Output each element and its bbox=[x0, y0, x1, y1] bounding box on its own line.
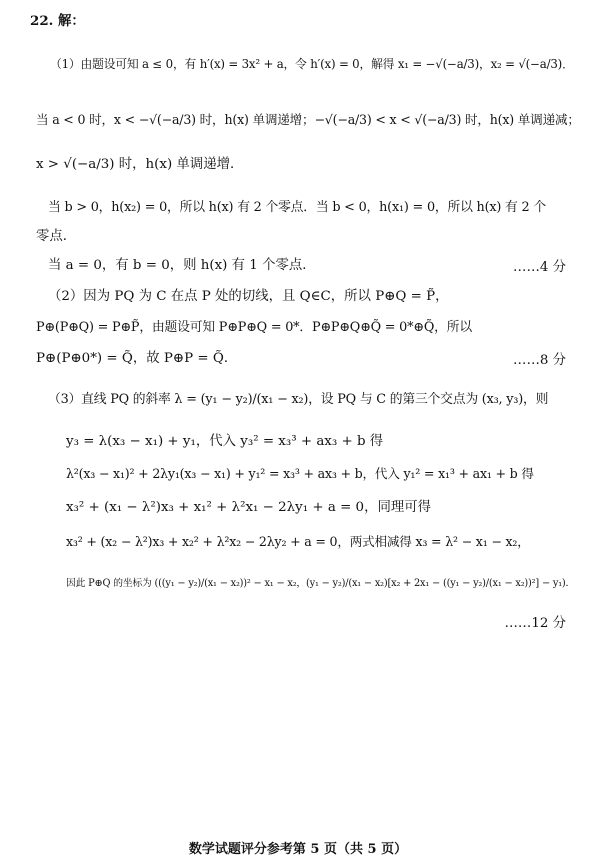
part2-line3: P⊕(P⊕0*) = Q̃，故 P⊕P = Q̃． bbox=[36, 351, 238, 366]
part1-line3: x > √(−a/3) 时，h(x) 单调递增． bbox=[36, 157, 244, 172]
part1-line6: 当 a = 0，有 b = 0，则 h(x) 有 1 个零点． bbox=[48, 258, 316, 273]
part1-line4: 当 b > 0，h(x₂) = 0，所以 h(x) 有 2 个零点．当 b < 0，h(x₁) = 0，所以 h(x) 有 2 个 bbox=[48, 200, 546, 215]
part1-score: ……4 分 bbox=[513, 260, 566, 275]
part3-line2: y₃ = λ(x₃ − x₁) + y₁，代入 y₃² = x₃³ + ax₃ + b 得 bbox=[66, 434, 384, 449]
part3-score: ……12 分 bbox=[504, 616, 566, 631]
page-footer: 数学试题评分参考第 5 页（共 5 页） bbox=[188, 842, 408, 857]
part3-line6: 因此 P⊕Q 的坐标为 (((y₁ − y₂)/(x₁ − x₂))² − x₁ − x₂，(y₁ − y₂)/(x₁ − x₂)[x₂ + 2x₁ − ((y₁ − y₂)/(x₁ − x₂))²] − y₁)． bbox=[66, 578, 576, 589]
part1-line2: 当 a < 0 时，x < −√(−a/3) 时，h(x) 单调递增；−√(−a/3) < x < √(−a/3) 时，h(x) 单调递减； bbox=[36, 112, 580, 127]
part2-score: ……8 分 bbox=[513, 353, 566, 368]
part3-line4: x₃² + (x₁ − λ²)x₃ + x₁² + λ²x₁ − 2λy₁ + a = 0，同理可得 bbox=[66, 500, 432, 515]
part2-line1: （2）因为 PQ 为 C 在点 P 处的切线，且 Q∈C，所以 P⊕Q = P̃， bbox=[48, 289, 449, 304]
problem-heading: 22. 解： bbox=[30, 13, 85, 29]
part1-line1: （1）由题设可知 a ≤ 0，有 h′(x) = 3x² + a，令 h′(x) = 0，解得 x₁ = −√(−a/3)，x₂ = √(−a/3)． bbox=[50, 57, 574, 71]
part3-line1: （3）直线 PQ 的斜率 λ = (y₁ − y₂)/(x₁ − x₂)，设 PQ 与 C 的第三个交点为 (x₃, y₃)，则 bbox=[48, 392, 549, 407]
part3-line3: λ²(x₃ − x₁)² + 2λy₁(x₃ − x₁) + y₁² = x₃³ + ax₃ + b，代入 y₁² = x₁³ + ax₁ + b 得 bbox=[66, 466, 534, 481]
part1-line5: 零点． bbox=[36, 229, 77, 244]
part2-line2: P⊕(P⊕Q) = P⊕P̃，由题设可知 P⊕P⊕Q = 0*．P⊕P⊕Q⊕Q̃ = 0*⊕Q̃，所以 bbox=[36, 320, 472, 335]
part3-line5: x₃² + (x₂ − λ²)x₃ + x₂² + λ²x₂ − 2λy₂ + a = 0，两式相减得 x₃ = λ² − x₁ − x₂， bbox=[66, 534, 530, 549]
